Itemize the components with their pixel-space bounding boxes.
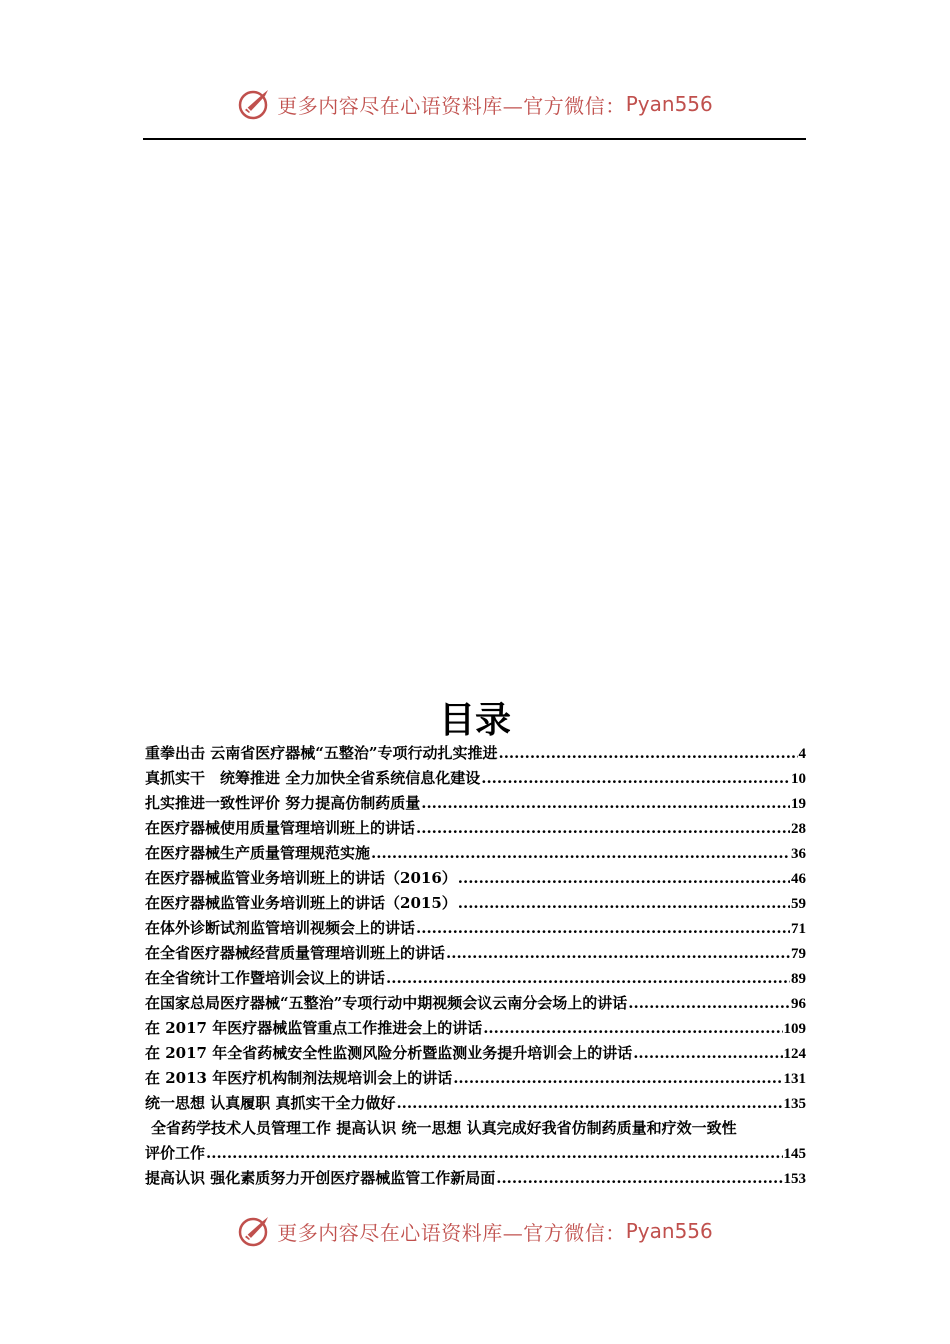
toc-entry[interactable] xyxy=(145,966,806,991)
toc-entry-title: 扎实推进一致性评价 努力提高仿制药质量 xyxy=(145,794,421,812)
toc-dot-leader xyxy=(481,766,790,791)
toc-dot-leader xyxy=(483,1016,782,1041)
toc-entry-title: 评价工作 xyxy=(145,1144,206,1162)
toc-entry-title: 在全省医疗器械经营质量管理培训班上的讲话 xyxy=(145,944,446,962)
toc-dot-leader xyxy=(416,816,790,841)
toc-entry[interactable] xyxy=(145,766,806,791)
footer-banner xyxy=(0,1211,950,1251)
toc-dot-leader xyxy=(453,1066,782,1091)
toc-entry-title: 真抓实干 统筹推进 全力加快全省系统信息化建设 xyxy=(145,769,481,787)
toc-entry-title: 提高认识 强化素质努力开创医疗器械监管工作新局面 xyxy=(145,1169,496,1187)
toc-entry-title: 在医疗器械使用质量管理培训班上的讲话 xyxy=(145,819,416,837)
toc-entry-page: 10 xyxy=(791,771,806,787)
toc-entry[interactable] xyxy=(145,991,806,1016)
banner-wechat-id: Pyan556 xyxy=(625,1219,713,1243)
toc-entry-page: 28 xyxy=(791,821,806,837)
toc-entry-title: 在 2017 年全省药械安全性监测风险分析暨监测业务提升培训会上的讲话 xyxy=(145,1044,633,1062)
toc-entry[interactable] xyxy=(145,841,806,866)
pen-logo-icon xyxy=(237,1213,273,1249)
toc-dot-leader xyxy=(496,1166,782,1191)
toc-entry-page: 124 xyxy=(783,1046,806,1062)
pen-logo-icon xyxy=(237,86,273,122)
toc-entry[interactable] xyxy=(145,791,806,816)
toc-entry[interactable] xyxy=(145,1066,806,1091)
table-of-contents xyxy=(145,741,806,1191)
toc-entry-title: 在医疗器械生产质量管理规范实施 xyxy=(145,844,371,862)
toc-entry-page: 4 xyxy=(798,746,806,762)
toc-dot-leader xyxy=(386,966,790,991)
toc-entry-page: 96 xyxy=(791,996,806,1012)
toc-entry-page: 131 xyxy=(783,1071,806,1087)
toc-entry[interactable] xyxy=(145,1166,806,1191)
toc-dot-leader xyxy=(421,791,790,816)
toc-entry[interactable] xyxy=(145,816,806,841)
toc-entry-wrapped-line[interactable] xyxy=(145,1116,806,1141)
toc-entry[interactable] xyxy=(145,1041,806,1066)
toc-entry-title: 重拳出击 云南省医疗器械“五整治”专项行动扎实推进 xyxy=(145,744,498,762)
toc-entry[interactable] xyxy=(145,1091,806,1116)
toc-entry-page: 36 xyxy=(791,846,806,862)
toc-dot-leader xyxy=(628,991,790,1016)
toc-entry-page: 46 xyxy=(791,871,806,887)
toc-entry-title: 在体外诊断试剂监管培训视频会上的讲话 xyxy=(145,919,416,937)
toc-dot-leader xyxy=(458,891,790,916)
toc-entry-title: 在医疗器械监管业务培训班上的讲话（2015） xyxy=(145,894,457,912)
toc-entry-title: 在医疗器械监管业务培训班上的讲话（2016） xyxy=(145,869,457,887)
toc-dot-leader xyxy=(416,916,790,941)
toc-entry-page: 59 xyxy=(791,896,806,912)
toc-entry[interactable] xyxy=(145,941,806,966)
toc-dot-leader xyxy=(633,1041,782,1066)
toc-dot-leader xyxy=(446,941,790,966)
toc-entry[interactable] xyxy=(145,741,806,766)
toc-entry-page: 79 xyxy=(791,946,806,962)
toc-entry-title: 统一思想 认真履职 真抓实干全力做好 xyxy=(145,1094,396,1112)
toc-entry[interactable] xyxy=(145,916,806,941)
toc-entry[interactable] xyxy=(145,866,806,891)
toc-entry-title: 在 2013 年医疗机构制剂法规培训会上的讲话 xyxy=(145,1069,453,1087)
toc-entry[interactable] xyxy=(145,1141,806,1166)
header-rule xyxy=(143,138,806,140)
toc-dot-leader xyxy=(498,741,797,766)
toc-dot-leader xyxy=(458,866,790,891)
toc-dot-leader xyxy=(371,841,790,866)
header-banner xyxy=(0,84,950,124)
toc-entry-title: 在全省统计工作暨培训会议上的讲话 xyxy=(145,969,386,987)
toc-entry-page: 145 xyxy=(783,1146,806,1162)
toc-entry-page: 19 xyxy=(791,796,806,812)
toc-dot-leader xyxy=(396,1091,782,1116)
toc-entry-page: 135 xyxy=(783,1096,806,1112)
toc-entry-page: 89 xyxy=(791,971,806,987)
toc-entry[interactable] xyxy=(145,891,806,916)
toc-entry-page: 153 xyxy=(783,1171,806,1187)
toc-entry-title-line1: 全省药学技术人员管理工作 提高认识 统一思想 认真完成好我省仿制药质量和疗效一致性 xyxy=(151,1119,737,1137)
banner-text: 更多内容尽在心语资料库—官方微信： xyxy=(277,93,626,118)
banner-text: 更多内容尽在心语资料库—官方微信： xyxy=(277,1220,626,1245)
toc-entry[interactable] xyxy=(145,1016,806,1041)
banner-wechat-id: Pyan556 xyxy=(625,92,713,116)
toc-title: 目录 xyxy=(438,700,511,741)
toc-entry-title: 在国家总局医疗器械“五整治”专项行动中期视频会议云南分会场上的讲话 xyxy=(145,994,628,1012)
toc-dot-leader xyxy=(206,1141,782,1166)
toc-entry-title: 在 2017 年医疗器械监管重点工作推进会上的讲话 xyxy=(145,1019,483,1037)
toc-entry-page: 71 xyxy=(791,921,806,937)
toc-entry-page: 109 xyxy=(783,1021,806,1037)
